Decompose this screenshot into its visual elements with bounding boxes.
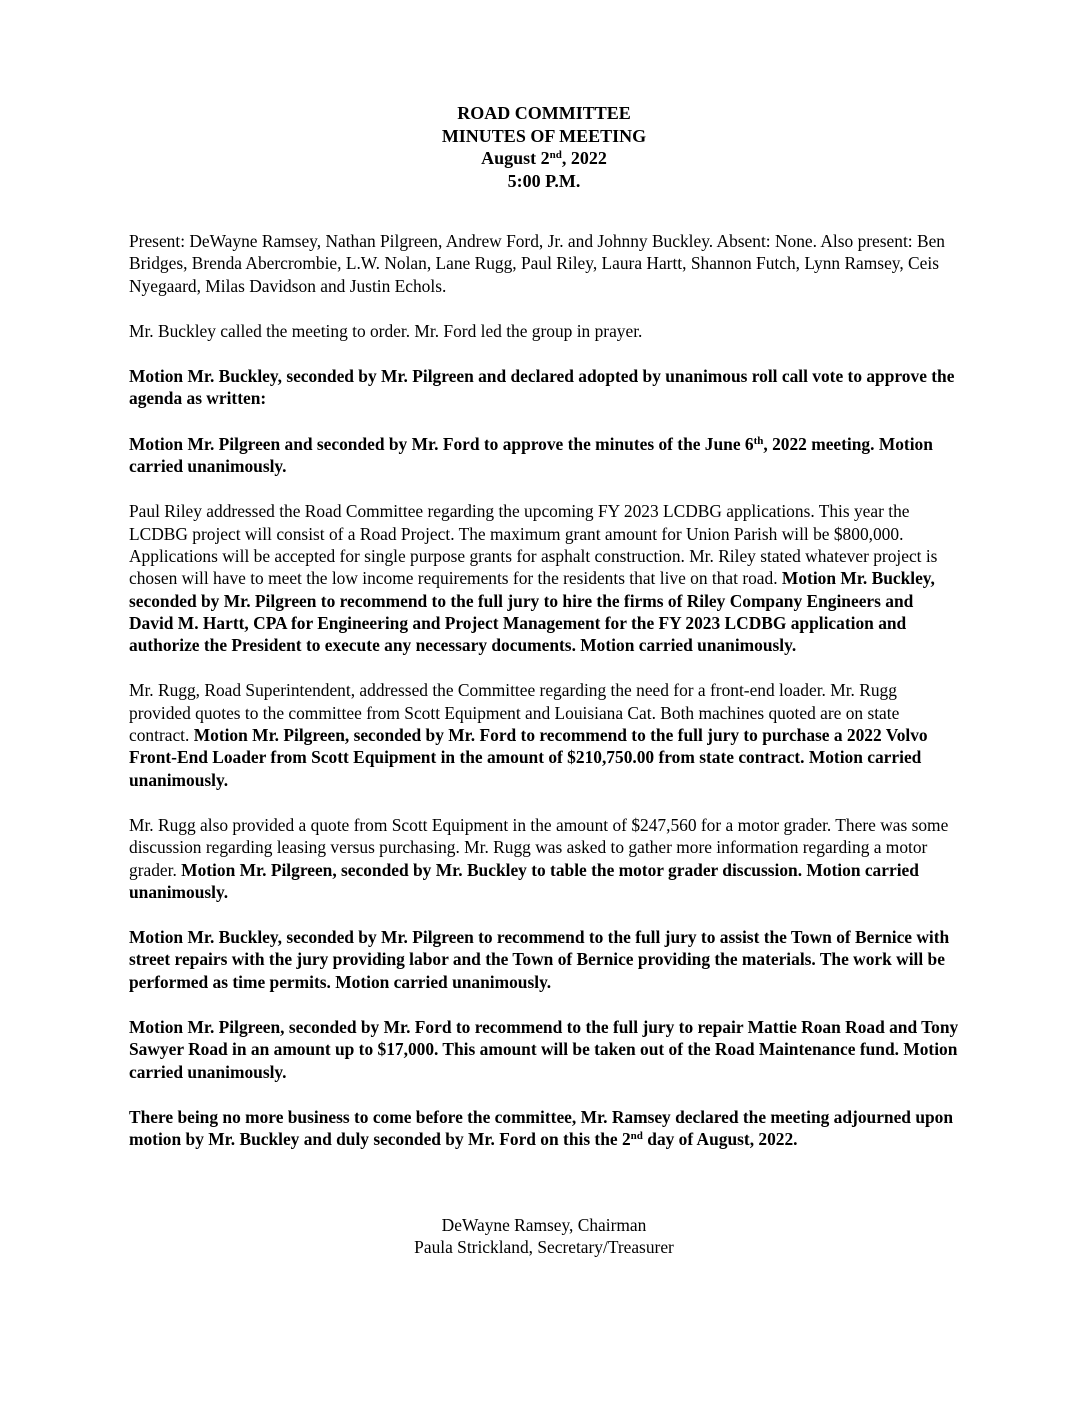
meeting-time: 5:00 P.M. [507,170,581,191]
motion-minutes-suffix: th [753,434,764,447]
lcdbg-discussion: Paul Riley addressed the Road Committee regarding the upcoming FY 2023 LCDBG applications. This year the LCDBG project will consist of a Road Project. The maximum grant amount for Union Parish will be $800,000. Applications will be accepted for single purpose grants for asphalt construction. Mr. Riley stated whatever project is chosen will have to meet the low income requirements for the residents that live on that road. [129,501,938,589]
attendance-paragraph: Present: DeWayne Ramsey, Nathan Pilgreen, Andrew Ford, Jr. and Johnny Buckley. Absent: None. Also present: Ben Bridges, Brenda Abercrombie, L.W. Nolan, Lane Rugg, Paul Riley, Laura Hartt, Shannon Futch, Lynn Ramsey, Ceis Nyegaard, Milas Davidson and Justin Echols. [129,231,945,296]
chairman-signature: DeWayne Ramsey, Chairman [441,1215,647,1235]
motion-minutes-text-end: , 2022 meeting. Motion carried unanimously. [129,433,933,477]
adjournment-text: There being no more business to come before the committee, Mr. Ramsey declared the meeting adjourned upon motion by Mr. Buckley and duly seconded by Mr. Ford on this the 2 [129,1106,954,1150]
motion-minutes-paragraph [129,433,961,478]
secretary-signature: Paula Strickland, Secretary/Treasurer [414,1237,674,1258]
loader-motion: Motion Mr. Pilgreen, seconded by Mr. Ford to recommend to the full jury to purchase a 2022 Volvo Front-End Loader from Scott Equipment in the amount of $210,750.00 from state contract. Motion carried unanimously. [129,725,928,790]
committee-name: ROAD COMMITTEE [457,103,631,123]
document-title: MINUTES OF MEETING [441,125,647,146]
grader-discussion: Mr. Rugg also provided a quote from Scott Equipment in the amount of $247,560 for a motor grader. There was some discussion regarding leasing versus purchasing. Mr. Rugg was asked to gather more information regarding a motor grader. [129,814,949,880]
motion-minutes-text: Motion Mr. Pilgreen and seconded by Mr. Ford to approve the minutes of the June 6 [129,433,754,454]
meeting-date-suffix: nd [549,149,562,161]
signature-block [0,1214,1088,1259]
motion-bernice-paragraph: Motion Mr. Buckley, seconded by Mr. Pilgreen to recommend to the full jury to assist the Town of Bernice with street repairs with the jury providing labor and the Town of Bernice providing the materials. The work will be performed as time permits. Motion carried unanimously. [129,927,950,992]
loader-paragraph [129,679,961,790]
grader-paragraph [129,814,961,903]
adjournment-paragraph [129,1106,961,1151]
minutes-body [129,230,961,1174]
grader-motion: Motion Mr. Pilgreen, seconded by Mr. Buckley to table the motor grader discussion. Motion carried unanimously. [129,859,919,902]
meeting-date-main: August 2 [481,148,550,168]
meeting-date-year: , 2022 [561,148,607,168]
adjournment-text-end: day of August, 2022. [642,1129,798,1150]
meeting-date [0,147,1088,170]
lcdbg-motion: Motion Mr. Buckley, seconded by Mr. Pilgreen to recommend to the full jury to hire the firms of Riley Company Engineers and David M. Hartt, CPA for Engineering and Project Management for the FY 2023 LCDBG application and authorize the President to execute any necessary documents. Motion carried unanimously. [129,568,935,656]
motion-roads-paragraph: Motion Mr. Pilgreen, seconded by Mr. Ford to recommend to the full jury to repair Mattie Roan Road and Tony Sawyer Road in an amount up to $17,000. This amount will be taken out of the Road Maintenance fund. Motion carried unanimously. [129,1017,959,1082]
motion-agenda-paragraph: Motion Mr. Buckley, seconded by Mr. Pilgreen and declared adopted by unanimous roll call vote to approve the agenda as written: [129,366,955,409]
document-header [0,102,1088,192]
loader-discussion: Mr. Rugg, Road Superintendent, addressed the Committee regarding the need for a front-end loader. Mr. Rugg provided quotes to the committee from Scott Equipment and Louisiana Cat. Both machines quoted are on state contract. [129,680,900,746]
adjournment-suffix: nd [630,1130,643,1143]
call-to-order-paragraph: Mr. Buckley called the meeting to order. Mr. Ford led the group in prayer. [129,320,643,341]
lcdbg-paragraph [129,500,961,656]
